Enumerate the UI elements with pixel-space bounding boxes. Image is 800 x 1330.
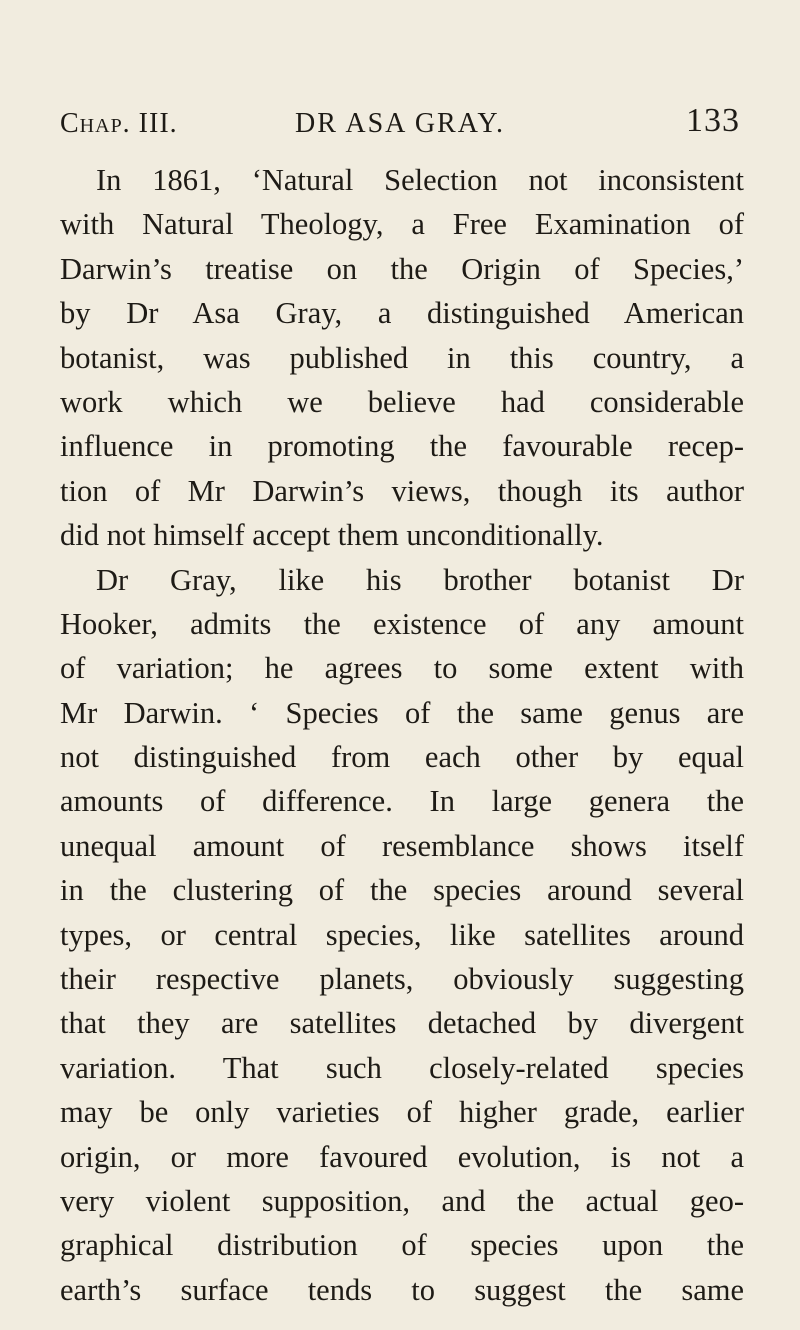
- page-number: 133: [686, 102, 740, 139]
- text-line: variation. That such closely-related species: [60, 1050, 744, 1085]
- text-line: Hooker, admits the existence of any amount: [60, 606, 744, 641]
- text-line: graphical distribution of species upon the: [60, 1228, 744, 1263]
- text-line: influence in promoting the favourable recep-: [60, 429, 744, 464]
- text-line: their respective planets, obviously suggesting: [60, 962, 744, 997]
- text-line: In 1861, ‘Natural Selection not inconsistent: [96, 163, 744, 197]
- text-line: Dr Gray, like his brother botanist Dr: [96, 562, 744, 597]
- text-line: Darwin’s treatise on the Origin of Species,’: [60, 251, 744, 286]
- text-line: very violent supposition, and the actual geo-: [60, 1183, 744, 1218]
- text-line: Mr Darwin. ‘ Species of the same genus are: [60, 695, 744, 730]
- text-line: may be only varieties of higher grade, earlier: [60, 1095, 744, 1130]
- text-line: unequal amount of resemblance shows itself: [60, 828, 744, 863]
- text-line: did not himself accept them unconditionally.: [60, 518, 604, 553]
- running-header: [60, 102, 740, 148]
- text-line: tion of Mr Darwin’s views, though its author: [60, 473, 744, 508]
- text-line: earth’s surface tends to suggest the same: [60, 1272, 744, 1307]
- text-line: work which we believe had considerable: [60, 384, 744, 419]
- text-line: amounts of difference. In large genera the: [60, 784, 744, 819]
- text-line: with Natural Theology, a Free Examination of: [60, 207, 744, 242]
- text-line: by Dr Asa Gray, a distinguished American: [60, 296, 744, 331]
- running-title: DR ASA GRAY.: [295, 108, 505, 139]
- text-line: botanist, was published in this country, a: [60, 340, 744, 375]
- text-line: in the clustering of the species around several: [60, 873, 744, 908]
- text-line: not distinguished from each other by equal: [60, 740, 744, 775]
- body-text: [60, 158, 744, 1312]
- text-line: that they are satellites detached by divergent: [60, 1006, 744, 1041]
- text-line: of variation; he agrees to some extent with: [60, 651, 744, 686]
- text-line: types, or central species, like satellites around: [60, 917, 744, 952]
- chapter-label: Chap. III.: [60, 108, 178, 139]
- text-line: origin, or more favoured evolution, is not a: [60, 1139, 744, 1174]
